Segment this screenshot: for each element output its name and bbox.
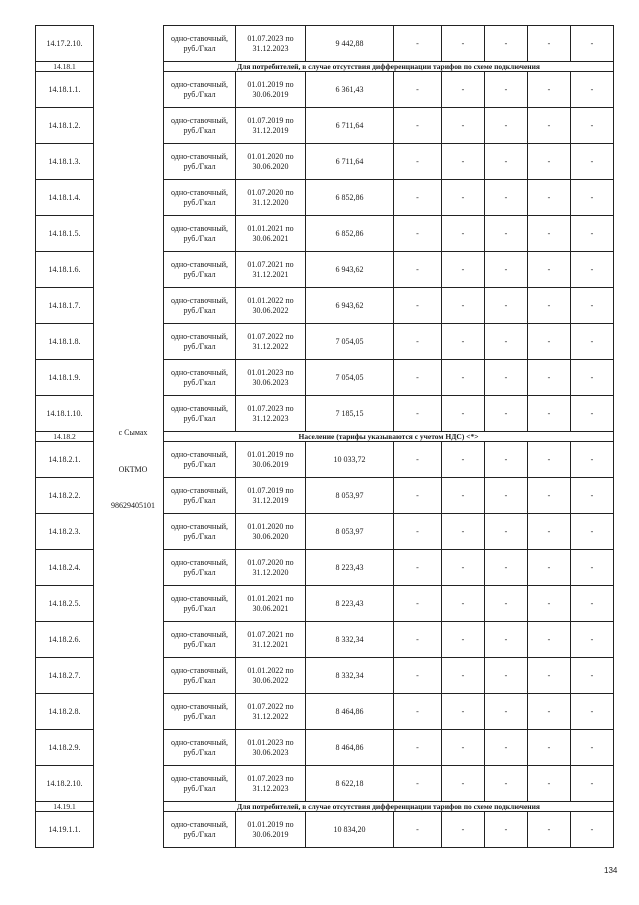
empty-value-dash: - — [485, 252, 528, 288]
empty-value-dash: - — [485, 180, 528, 216]
oktmo-label: ОКТМО — [118, 465, 148, 474]
empty-value-dash: - — [394, 766, 442, 802]
period-from: 01.07.2019 по — [247, 115, 294, 125]
tariff-period — [236, 180, 306, 216]
tariff-value: 8 053,97 — [306, 478, 394, 514]
table-row — [36, 360, 614, 396]
row-code: 14.18.1.7. — [36, 288, 94, 324]
table-row — [36, 766, 614, 802]
tariff-unit: одно-ставочный, руб./Гкал — [164, 766, 236, 802]
tariff-unit: одно-ставочный, руб./Гкал — [164, 586, 236, 622]
row-code: 14.18.2.6. — [36, 622, 94, 658]
row-code: 14.18.1.10. — [36, 396, 94, 432]
empty-value-dash: - — [394, 550, 442, 586]
empty-value-dash: - — [442, 658, 485, 694]
empty-value-dash: - — [571, 288, 614, 324]
tariff-unit: одно-ставочный, руб./Гкал — [164, 694, 236, 730]
period-to: 31.12.2020 — [252, 567, 289, 577]
tariff-unit: одно-ставочный, руб./Гкал — [164, 324, 236, 360]
tariff-unit: одно-ставочный, руб./Гкал — [164, 550, 236, 586]
period-to: 31.12.2021 — [252, 639, 289, 649]
empty-value-dash: - — [528, 478, 571, 514]
period-from: 01.01.2019 по — [247, 79, 294, 89]
side-column-cell — [94, 812, 164, 848]
tariff-value: 6 852,86 — [306, 216, 394, 252]
tariff-value: 8 053,97 — [306, 514, 394, 550]
row-code: 14.18.2.1. — [36, 442, 94, 478]
empty-value-dash: - — [394, 180, 442, 216]
tariff-unit: одно-ставочный, руб./Гкал — [164, 478, 236, 514]
empty-value-dash: - — [571, 622, 614, 658]
empty-value-dash: - — [485, 360, 528, 396]
period-to: 30.06.2022 — [252, 675, 289, 685]
empty-value-dash: - — [571, 442, 614, 478]
tariff-value: 8 223,43 — [306, 550, 394, 586]
tariff-period — [236, 622, 306, 658]
tariff-period — [236, 144, 306, 180]
empty-value-dash: - — [485, 108, 528, 144]
period-from: 01.07.2023 по — [247, 403, 294, 413]
tariff-period — [236, 514, 306, 550]
empty-value-dash: - — [394, 396, 442, 432]
tariff-unit: одно-ставочный, руб./Гкал — [164, 144, 236, 180]
tariff-unit: одно-ставочный, руб./Гкал — [164, 216, 236, 252]
empty-value-dash: - — [442, 180, 485, 216]
empty-value-dash: - — [442, 766, 485, 802]
empty-value-dash: - — [394, 586, 442, 622]
period-from: 01.01.2020 по — [247, 151, 294, 161]
period-to: 31.12.2023 — [252, 783, 289, 793]
empty-value-dash: - — [442, 324, 485, 360]
row-code: 14.17.2.10. — [36, 26, 94, 62]
side-column-cell — [94, 108, 164, 144]
empty-value-dash: - — [442, 252, 485, 288]
period-from: 01.07.2022 по — [247, 331, 294, 341]
empty-value-dash: - — [485, 216, 528, 252]
row-code: 14.18.1.1. — [36, 72, 94, 108]
empty-value-dash: - — [485, 514, 528, 550]
page-number: 134 — [604, 866, 618, 875]
side-column-cell — [94, 216, 164, 252]
empty-value-dash: - — [442, 550, 485, 586]
row-code: 14.18.2.3. — [36, 514, 94, 550]
table-row — [36, 216, 614, 252]
period-from: 01.07.2021 по — [247, 629, 294, 639]
empty-value-dash: - — [571, 108, 614, 144]
tariff-value: 6 943,62 — [306, 288, 394, 324]
period-to: 31.12.2021 — [252, 269, 289, 279]
empty-value-dash: - — [528, 26, 571, 62]
empty-value-dash: - — [394, 694, 442, 730]
empty-value-dash: - — [571, 514, 614, 550]
tariff-period — [236, 26, 306, 62]
settlement-label: с Сымах — [118, 428, 148, 437]
tariff-period — [236, 442, 306, 478]
row-code: 14.18.1.8. — [36, 324, 94, 360]
empty-value-dash: - — [394, 26, 442, 62]
row-code: 14.18.2.7. — [36, 658, 94, 694]
table-row — [36, 288, 614, 324]
empty-value-dash: - — [485, 72, 528, 108]
tariff-period — [236, 396, 306, 432]
period-from: 01.01.2023 по — [247, 367, 294, 377]
period-to: 30.06.2023 — [252, 747, 289, 757]
tariff-unit: одно-ставочный, руб./Гкал — [164, 514, 236, 550]
empty-value-dash: - — [394, 514, 442, 550]
period-to: 30.06.2021 — [252, 603, 289, 613]
table-row — [36, 694, 614, 730]
table-row — [36, 72, 614, 108]
empty-value-dash: - — [442, 442, 485, 478]
row-code: 14.18.1.2. — [36, 108, 94, 144]
table-row — [36, 396, 614, 432]
row-code: 14.18.1.4. — [36, 180, 94, 216]
empty-value-dash: - — [394, 144, 442, 180]
empty-value-dash: - — [571, 216, 614, 252]
empty-value-dash: - — [528, 288, 571, 324]
empty-value-dash: - — [528, 622, 571, 658]
tariff-period — [236, 550, 306, 586]
period-to: 31.12.2022 — [252, 341, 289, 351]
empty-value-dash: - — [528, 252, 571, 288]
tariff-value: 6 711,64 — [306, 144, 394, 180]
tariff-value: 7 054,05 — [306, 324, 394, 360]
empty-value-dash: - — [571, 252, 614, 288]
side-column-cell — [94, 396, 164, 432]
empty-value-dash: - — [394, 622, 442, 658]
tariff-value: 8 464,86 — [306, 730, 394, 766]
empty-value-dash: - — [571, 360, 614, 396]
empty-value-dash: - — [442, 586, 485, 622]
tariff-period — [236, 694, 306, 730]
side-column-cell — [94, 766, 164, 802]
table-row — [36, 324, 614, 360]
empty-value-dash: - — [442, 622, 485, 658]
tariff-unit: одно-ставочный, руб./Гкал — [164, 622, 236, 658]
side-column-cell — [94, 62, 164, 72]
empty-value-dash: - — [485, 586, 528, 622]
empty-value-dash: - — [485, 658, 528, 694]
tariff-period — [236, 324, 306, 360]
period-to: 31.12.2023 — [252, 43, 289, 53]
period-from: 01.01.2021 по — [247, 223, 294, 233]
tariff-unit: одно-ставочный, руб./Гкал — [164, 360, 236, 396]
tariff-unit: одно-ставочный, руб./Гкал — [164, 180, 236, 216]
side-column-cell — [94, 658, 164, 694]
period-to: 31.12.2020 — [252, 197, 289, 207]
empty-value-dash: - — [528, 72, 571, 108]
empty-value-dash: - — [485, 478, 528, 514]
empty-value-dash: - — [394, 72, 442, 108]
empty-value-dash: - — [442, 730, 485, 766]
empty-value-dash: - — [571, 812, 614, 848]
period-to: 31.12.2019 — [252, 125, 289, 135]
empty-value-dash: - — [571, 478, 614, 514]
period-from: 01.01.2020 по — [247, 521, 294, 531]
empty-value-dash: - — [394, 108, 442, 144]
tariff-value: 6 361,43 — [306, 72, 394, 108]
table-row — [36, 550, 614, 586]
period-to: 30.06.2023 — [252, 377, 289, 387]
period-from: 01.07.2019 по — [247, 485, 294, 495]
empty-value-dash: - — [528, 144, 571, 180]
tariff-value: 6 711,64 — [306, 108, 394, 144]
side-column-cell — [94, 694, 164, 730]
empty-value-dash: - — [571, 766, 614, 802]
side-column-cell — [94, 802, 164, 812]
empty-value-dash: - — [442, 360, 485, 396]
empty-value-dash: - — [442, 216, 485, 252]
row-code: 14.18.1.6. — [36, 252, 94, 288]
row-code: 14.18.2.5. — [36, 586, 94, 622]
table-row — [36, 586, 614, 622]
period-from: 01.07.2020 по — [247, 557, 294, 567]
empty-value-dash: - — [528, 442, 571, 478]
empty-value-dash: - — [442, 26, 485, 62]
tariff-period — [236, 108, 306, 144]
tariff-period — [236, 812, 306, 848]
empty-value-dash: - — [571, 72, 614, 108]
period-from: 01.01.2021 по — [247, 593, 294, 603]
table-row — [36, 514, 614, 550]
table-row — [36, 252, 614, 288]
table-row — [36, 622, 614, 658]
period-to: 30.06.2021 — [252, 233, 289, 243]
tariff-value: 6 943,62 — [306, 252, 394, 288]
empty-value-dash: - — [394, 442, 442, 478]
period-from: 01.01.2023 по — [247, 737, 294, 747]
empty-value-dash: - — [571, 694, 614, 730]
period-to: 30.06.2020 — [252, 161, 289, 171]
empty-value-dash: - — [394, 478, 442, 514]
empty-value-dash: - — [394, 252, 442, 288]
tariff-unit: одно-ставочный, руб./Гкал — [164, 730, 236, 766]
empty-value-dash: - — [394, 730, 442, 766]
row-code: 14.19.1 — [36, 802, 94, 812]
tariff-value: 8 332,34 — [306, 622, 394, 658]
side-column-cell — [94, 144, 164, 180]
section-title: Для потребителей, в случае отсутствия дифференциации тарифов по схеме подключения — [164, 62, 614, 72]
tariff-period — [236, 216, 306, 252]
row-code: 14.18.2.4. — [36, 550, 94, 586]
period-from: 01.07.2022 по — [247, 701, 294, 711]
table-row — [36, 108, 614, 144]
row-code: 14.18.2 — [36, 432, 94, 442]
period-to: 31.12.2023 — [252, 413, 289, 423]
row-code: 14.18.1.5. — [36, 216, 94, 252]
row-code: 14.18.1.9. — [36, 360, 94, 396]
empty-value-dash: - — [528, 324, 571, 360]
period-to: 31.12.2019 — [252, 495, 289, 505]
empty-value-dash: - — [485, 730, 528, 766]
side-column-cell — [94, 514, 164, 550]
period-from: 01.01.2022 по — [247, 665, 294, 675]
empty-value-dash: - — [485, 26, 528, 62]
empty-value-dash: - — [528, 766, 571, 802]
empty-value-dash: - — [571, 180, 614, 216]
empty-value-dash: - — [394, 360, 442, 396]
empty-value-dash: - — [485, 766, 528, 802]
tariff-value: 9 442,88 — [306, 26, 394, 62]
tariff-unit: одно-ставочный, руб./Гкал — [164, 396, 236, 432]
side-column-cell — [94, 288, 164, 324]
section-header-row — [36, 62, 614, 72]
empty-value-dash: - — [571, 396, 614, 432]
tariff-value: 7 054,05 — [306, 360, 394, 396]
tariff-value: 7 185,15 — [306, 396, 394, 432]
empty-value-dash: - — [485, 288, 528, 324]
tariff-unit: одно-ставочный, руб./Гкал — [164, 108, 236, 144]
table-row — [36, 658, 614, 694]
tariff-unit: одно-ставочный, руб./Гкал — [164, 288, 236, 324]
period-from: 01.01.2022 по — [247, 295, 294, 305]
empty-value-dash: - — [528, 694, 571, 730]
period-to: 30.06.2019 — [252, 829, 289, 839]
tariff-value: 8 223,43 — [306, 586, 394, 622]
period-from: 01.07.2023 по — [247, 773, 294, 783]
row-code: 14.18.2.8. — [36, 694, 94, 730]
empty-value-dash: - — [528, 360, 571, 396]
period-from: 01.01.2019 по — [247, 819, 294, 829]
period-from: 01.07.2021 по — [247, 259, 294, 269]
side-column-cell — [94, 252, 164, 288]
empty-value-dash: - — [571, 550, 614, 586]
empty-value-dash: - — [442, 144, 485, 180]
side-column-cell — [94, 26, 164, 62]
empty-value-dash: - — [485, 144, 528, 180]
section-title: Для потребителей, в случае отсутствия дифференциации тарифов по схеме подключения — [164, 802, 614, 812]
empty-value-dash: - — [485, 396, 528, 432]
empty-value-dash: - — [485, 550, 528, 586]
table-row — [36, 180, 614, 216]
table-row — [36, 730, 614, 766]
empty-value-dash: - — [528, 658, 571, 694]
row-code: 14.18.1 — [36, 62, 94, 72]
period-to: 30.06.2019 — [252, 459, 289, 469]
side-column-cell — [94, 324, 164, 360]
empty-value-dash: - — [442, 72, 485, 108]
empty-value-dash: - — [571, 144, 614, 180]
period-to: 30.06.2019 — [252, 89, 289, 99]
empty-value-dash: - — [442, 396, 485, 432]
tariff-value: 8 464,86 — [306, 694, 394, 730]
row-code: 14.19.1.1. — [36, 812, 94, 848]
tariff-period — [236, 766, 306, 802]
table-row — [36, 812, 614, 848]
tariff-unit: одно-ставочный, руб./Гкал — [164, 658, 236, 694]
tariff-unit: одно-ставочный, руб./Гкал — [164, 442, 236, 478]
period-to: 31.12.2022 — [252, 711, 289, 721]
tariff-unit: одно-ставочный, руб./Гкал — [164, 26, 236, 62]
tariff-period — [236, 288, 306, 324]
side-column-cell — [94, 586, 164, 622]
table-row — [36, 144, 614, 180]
period-from: 01.01.2019 по — [247, 449, 294, 459]
empty-value-dash: - — [442, 812, 485, 848]
empty-value-dash: - — [442, 478, 485, 514]
empty-value-dash: - — [528, 730, 571, 766]
tariff-value: 6 852,86 — [306, 180, 394, 216]
row-code: 14.18.1.3. — [36, 144, 94, 180]
row-code: 14.18.2.10. — [36, 766, 94, 802]
empty-value-dash: - — [485, 694, 528, 730]
empty-value-dash: - — [394, 658, 442, 694]
empty-value-dash: - — [571, 658, 614, 694]
side-column-cell — [94, 72, 164, 108]
empty-value-dash: - — [528, 396, 571, 432]
tariff-period — [236, 72, 306, 108]
empty-value-dash: - — [528, 216, 571, 252]
tariff-value: 10 033,72 — [306, 442, 394, 478]
empty-value-dash: - — [571, 730, 614, 766]
empty-value-dash: - — [442, 694, 485, 730]
empty-value-dash: - — [394, 812, 442, 848]
empty-value-dash: - — [528, 180, 571, 216]
row-code: 14.18.2.9. — [36, 730, 94, 766]
tariff-period — [236, 478, 306, 514]
empty-value-dash: - — [485, 324, 528, 360]
tariff-period — [236, 252, 306, 288]
empty-value-dash: - — [528, 108, 571, 144]
empty-value-dash: - — [485, 812, 528, 848]
tariff-period — [236, 586, 306, 622]
empty-value-dash: - — [528, 812, 571, 848]
empty-value-dash: - — [485, 442, 528, 478]
empty-value-dash: - — [528, 550, 571, 586]
tariff-period — [236, 730, 306, 766]
empty-value-dash: - — [394, 216, 442, 252]
empty-value-dash: - — [528, 514, 571, 550]
tariff-unit: одно-ставочный, руб./Гкал — [164, 72, 236, 108]
tariff-value: 10 834,20 — [306, 812, 394, 848]
period-from: 01.07.2023 по — [247, 33, 294, 43]
period-from: 01.07.2020 по — [247, 187, 294, 197]
oktmo-code: 98629405101 — [111, 501, 155, 510]
empty-value-dash: - — [571, 586, 614, 622]
empty-value-dash: - — [394, 288, 442, 324]
period-to: 30.06.2022 — [252, 305, 289, 315]
tariff-period — [236, 658, 306, 694]
section-title: Население (тарифы указываются с учетом НДС) <*> — [164, 432, 614, 442]
side-column-cell — [94, 622, 164, 658]
tariff-unit: одно-ставочный, руб./Гкал — [164, 252, 236, 288]
empty-value-dash: - — [485, 622, 528, 658]
empty-value-dash: - — [571, 26, 614, 62]
empty-value-dash: - — [528, 586, 571, 622]
side-column-cell — [94, 360, 164, 396]
empty-value-dash: - — [394, 324, 442, 360]
empty-value-dash: - — [571, 324, 614, 360]
empty-value-dash: - — [442, 108, 485, 144]
period-to: 30.06.2020 — [252, 531, 289, 541]
tariff-value: 8 332,34 — [306, 658, 394, 694]
tariff-period — [236, 360, 306, 396]
tariff-unit: одно-ставочный, руб./Гкал — [164, 812, 236, 848]
row-code: 14.18.2.2. — [36, 478, 94, 514]
side-column-cell — [94, 180, 164, 216]
tariff-value: 8 622,18 — [306, 766, 394, 802]
section-header-row — [36, 802, 614, 812]
table-row — [36, 26, 614, 62]
side-column-cell — [94, 550, 164, 586]
empty-value-dash: - — [442, 288, 485, 324]
side-column-cell — [94, 730, 164, 766]
empty-value-dash: - — [442, 514, 485, 550]
